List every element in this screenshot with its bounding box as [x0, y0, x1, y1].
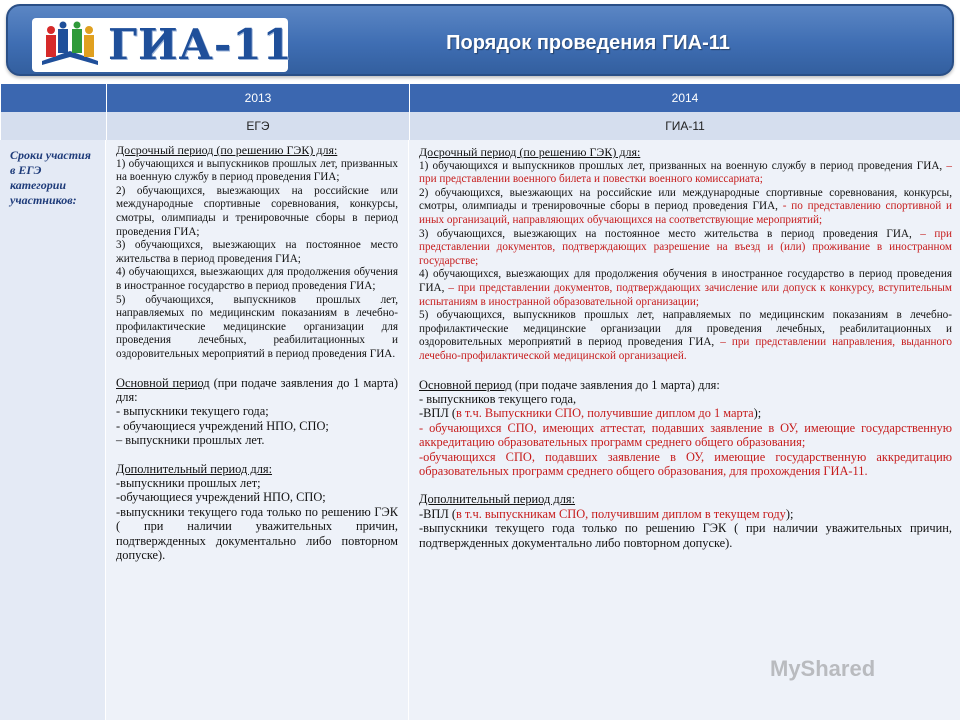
book-people-icon [38, 21, 102, 69]
gia-logo [32, 18, 293, 72]
participants-row [0, 140, 960, 720]
logo-text: ГИА-11 [108, 20, 293, 69]
main-item-2014: -ВПЛ (в т.ч. Выпускники СПО, получившие диплом до 1 марта); [419, 406, 762, 421]
extra-period-title-2014: Дополнительный период для: [419, 492, 576, 507]
col-2014-content [409, 140, 960, 720]
early-item-2013: 1) обучающихся и выпускников прошлых лет, призванных на военную службу в период проведения ГИА; [116, 157, 398, 184]
year-header-row [0, 84, 960, 112]
early-period-title-2014: Досрочный период (по решению ГЭК) для: [419, 145, 641, 159]
main-item-2013: - выпускники текущего года; [116, 404, 269, 419]
year-header-empty [0, 84, 106, 112]
early-item-2014: 5) обучающихся, выпускников прошлых лет, направляемых по медицинским показаниям в лечебно-профилактические медицинские организации для проведения лечебных, реабилитационных и оздоровительных мероприятий в период проведения ГИА, – при представлении направления, выданного лечебно-профилактической медицинской организацией. [419, 309, 952, 362]
page-title: Порядок проведения ГИА-11 [446, 32, 730, 54]
early-item-2013: 5) обучающихся, выпускников прошлых лет, направляемых по медицинским показаниям в лечебно-профилактические медицинские организации для проведения лечебных, реабилитационных и оздоровительных мероприятий в период проведения ГИА. [116, 293, 398, 360]
exam-header-row [0, 112, 960, 140]
early-item-2013: 2) обучающихся, выезжающих на российские или международные спортивные соревнования, конкурсы, смотры, олимпиады и тренировочные сборы в период проведения ГИА; [116, 184, 398, 238]
main-period-title-2014: Основной период (при подаче заявления до 1 марта) для: [419, 377, 720, 392]
header-banner [6, 4, 954, 76]
early-item-2013: 4) обучающихся, выезжающих для продолжения обучения в иностранное государство в период проведения ГИА; [116, 266, 398, 292]
year-2013-header: 2013 [106, 84, 409, 112]
early-item-2014: 2) обучающихся, выезжающих на российские или международные спортивные соревнования, конкурсы, смотры, олимпиады и тренировочные сборы в период проведения ГИА, - по представлению спортивной и иных организаций, направляющих обучающихся на соответствующие мероприятий; [419, 186, 953, 226]
early-item-2013: 3) обучающихся, выезжающих на постоянное место жительства в период проведения ГИА; [116, 239, 398, 265]
row-label: Сроки участия в ЕГЭ категории участников: [0, 140, 106, 720]
watermark: MyShared [770, 656, 876, 681]
exam-header-empty [0, 112, 106, 140]
exam-gia-header: ГИА-11 [409, 112, 960, 140]
main-period-title-2013: Основной период (при подаче заявления до 1 марта) для: [116, 375, 399, 404]
extra-period-title-2013: Дополнительный период для: [116, 461, 273, 476]
main-item-2013: – выпускники прошлых лет. [116, 433, 265, 448]
early-period-title-2013: Досрочный период (по решению ГЭК) для: [116, 143, 338, 157]
main-item-2013: - обучающиеся учреждений НПО, СПО; [116, 418, 329, 433]
col-2013-content [106, 140, 409, 720]
early-item-2014: 4) обучающихся, выезжающих для продолжения обучения в иностранное государство в период проведения ГИА, – при представлении документов, подтверждающих зачисление или допуск к конкурсу, вступительным испытаниям в иностранной образовательной организации; [419, 268, 952, 308]
main-item-2014: -обучающихся СПО, подавших заявление в ОУ, имеющие государственную аккредитацию образовательных программ среднего общего образования, для прохождения ГИА-11. [419, 449, 952, 478]
main-item-2014: - обучающихся СПО, имеющих аттестат, подавших заявление в ОУ, имеющие государственную аккредитацию образовательных программ среднего общего образования; [419, 420, 952, 450]
extra-item-2013: -обучающиеся учреждений НПО, СПО; [116, 490, 326, 505]
exam-ege-header: ЕГЭ [106, 112, 409, 140]
main-item-2014: - выпускников текущего года, [419, 391, 577, 406]
extra-item-2014: -выпускники текущего года только по решению ГЭК ( при наличии уважительных причин, подтвержденных документально либо повторном допуске). [419, 521, 952, 550]
early-item-2014: 1) обучающихся и выпускников прошлых лет, призванных на военную службу в период проведения ГИА, – при представлении военного билета и повестки военного комиссариата; [419, 159, 952, 186]
extra-item-2013: -выпускники прошлых лет; [116, 475, 261, 490]
year-2014-header: 2014 [409, 84, 960, 112]
comparison-table [0, 84, 960, 720]
early-item-2014: 3) обучающихся, выезжающих на постоянное место жительства в период проведения ГИА, – при представлении документов, подтверждающих разрешение на въезд и (или) проживание в иностранном государстве; [419, 227, 952, 267]
extra-item-2013: -выпускники текущего года только по решению ГЭК ( при наличии уважительных причин, подтвержденных документально либо повторном допуске). [116, 504, 398, 562]
extra-item-2014: -ВПЛ (в т.ч. выпускникам СПО, получившим диплом в текущем году); [419, 506, 794, 521]
